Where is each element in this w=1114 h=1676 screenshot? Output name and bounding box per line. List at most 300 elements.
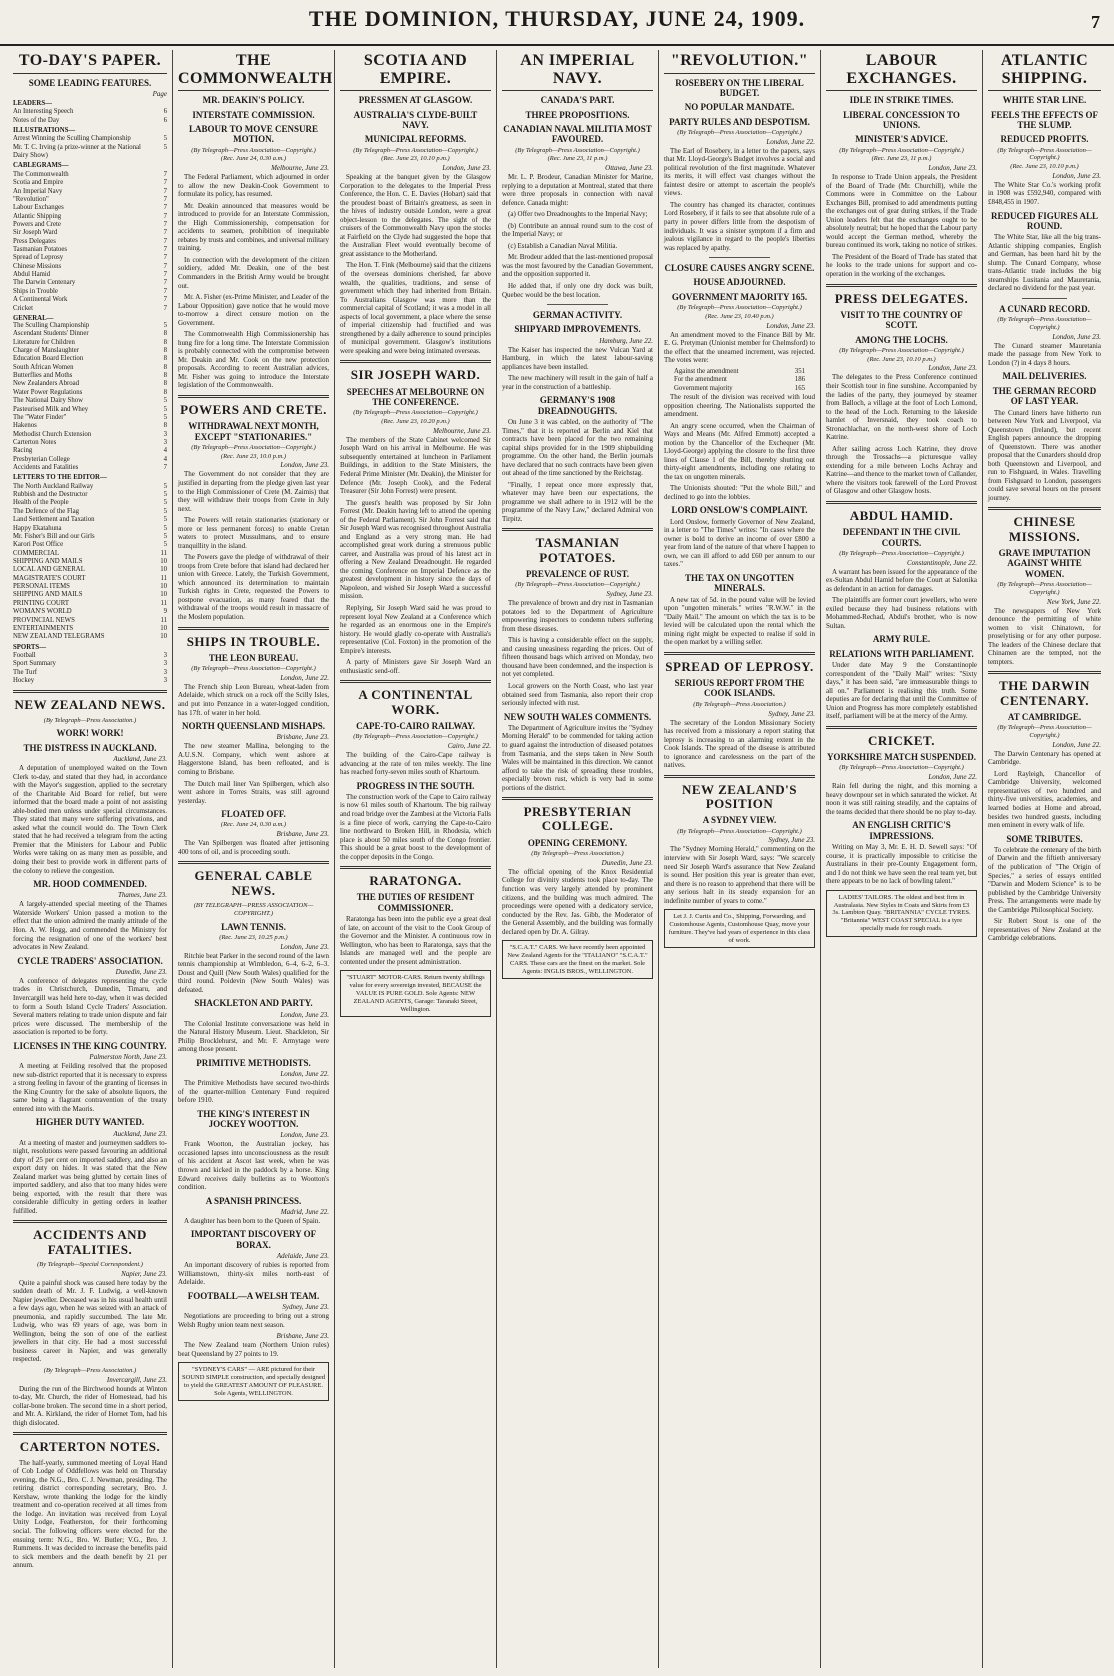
toc-item-label: Literature for Children [13,338,75,346]
revolution-dateline: London, June 22. [766,137,815,146]
toc-item-page [155,127,167,135]
german-body-1: The Kaiser has inspected the new Vulcan Yard at Hamburg, in which the latest labour-saving appliances have been installed. [502,345,653,371]
discovery-sub: IMPORTANT DISCOVERY OF BORAX. [190,1229,317,1250]
toc-item-label: Sir Joseph Ward [13,229,58,237]
toc-item-label: Labour Exchanges [13,204,64,212]
accidents2-dateline: Invercargill, June 23. [106,1375,167,1384]
toc-item [13,330,167,338]
kings-body: Frank Wootton, the Australian jockey, has occasioned lapses into unconsciousness as the result of his accident at Ascot last week, when he was thrown and kicked in the paddock by a horse. King Edward receives daily bulletins as to Wootton's condition. [178,1140,329,1192]
ships-body-2: The new steamer Mallina, belonging to the A.U.S.N. Company, which went ashore at Haggerstone Island, has been refloated, and is coming to Brisbane. [178,742,329,777]
toc-item-page: 10 [160,557,167,565]
toc-item-page: 7 [163,271,167,279]
commonwealth-body-2: Mr. Deakin announced that measures would be introduced to provide for an Interstate Commission, the High Commissionership, compensation for accidents to seamen, prohibition of inequitable rebates by trusts and combines, and universal military training. [178,201,329,253]
vote-value-for: 186 [794,376,805,384]
toc-item [13,144,167,161]
ships-byline: (By Telegraph—Press Association—Copyright.) [191,665,316,673]
distress-body: A deputation of unemployed waited on the Town Clerk to-day, and stated that they had, in accordance with the Mayor's suggestion, applied to the secretary of the Charitable Aid Board for relief, but were informed that the board made a point of not assisting able-bodied men unless under special circumstances. They stated that many were suffering privations, and asked what the council would do. The Town Clerk stated that he had received a telegram from the acting Premier that the Ministers for Labour and Public Works were taking on as many men as possible, and doing their best to provide work in different parts of the colony to relieve the congestion. [13,764,167,875]
toc-item-page: 5 [163,321,167,329]
toc-item-label: PROVINCIAL NEWS [13,616,75,624]
column-4 [497,50,659,1668]
chinese-missions-heading: CHINESE MISSIONS. [1008,514,1081,544]
toc-item [13,221,167,229]
toc-item [13,608,167,616]
toc-item [13,380,167,388]
vote-table [664,368,815,393]
methodists-dateline: London, June 22. [280,1070,329,1079]
tasmanian-body-3: Local growers on the North Coast, who last year obtained seed from Tasmania, also report their crop seriously infected with rust. [502,681,653,708]
toc-item-page [155,474,167,482]
toc-item-page: 8 [163,380,167,388]
toc-item-label: Methodist Church Extension [13,430,92,438]
toc-item-page: 5 [163,516,167,524]
abdul-sub: DEFENDANT IN THE CIVIL COURTS. [842,527,961,548]
advertisement-sydneys-cars: "SYDNEY'S CARS" — ARE pictured for their SOUND SIMPLE construction, and specially designed to yield the GREATEST AMOUNT OF PLEASURE. Sole Agents, WELLINGTON. [178,1362,329,1401]
continental-sub-2: PROGRESS IN THE SOUTH. [356,780,475,791]
toc-item-page: 3 [163,430,167,438]
crete-byline: (By Telegraph—Press Association—Copyright.) [191,443,316,451]
cunard-body: The Cunard steamer Mauretania made the passage from New York to London (?) in 4 days 8 hours. [988,341,1101,367]
column-3 [335,50,497,1668]
toc-item-page: 8 [163,330,167,338]
tennis-dateline: London, June 23. [280,942,329,951]
german-body-4: "Finally, I repeat once more expressly that, whatever may have been our expectations, the programme we shall adhere to in 1912 will be the programme of the Navy Law," declared Admiral von Tirpitz. [502,480,653,523]
columns [8,50,1106,1668]
toc-item-page: 7 [163,179,167,187]
commonwealth-body-4: Mr. A. Fisher (ex-Prime Minister, and Leader of the Labour Opposition) gave notice that he would move to-morrow a direct censure motion on the Government. [178,293,329,327]
continental-dateline: Cairo, June 22. [447,741,491,750]
hood-dateline: Thames, June 23. [118,891,167,900]
tasmanian-sub: PREVALENCE OF RUST. [525,569,630,580]
chinese-body: The newspapers of New York denounce the permitting of white women to visit Chinatown, for proselytising or for any other purpose. The leaders of the Chinese declare that Chinamen are the tempted, not the tempters. [988,606,1101,666]
toc-item-label: Tasmanian Potatoes [13,246,68,254]
toc-general-heading: GENERAL— [13,314,54,322]
navy-option-b: (b) Contribute an annual round sum to the cost of the Imperial Navy; or [502,221,653,239]
press-rec: (Rec. June 23, 10.10 p.m.) [867,355,936,363]
toc-item-label: NEW ZEALAND TELEGRAMS [13,633,105,641]
ships-body-3: The Dutch mail liner Van Spilbergen, which also went ashore in Torres Straits, was still aground yesterday. [178,779,329,805]
crete-body-2: The Powers will retain stationaries (stationary or more or less permanent forces) to enable Cretan waters to protect Mussulmans, and to ensure tranquillity in the island. [178,516,329,550]
licenses-body: A meeting at Feilding resolved that the proposed new sub-district reported that it is necessary to express a strong feeling in favour of the granting of licenses in the King Country for the sake of absolute liquors, the same being a flagrant contravention of the treaty entered into with the Maoris. [13,1062,167,1113]
presbyterian-heading: PRESBYTERIAN COLLEGE. [523,804,632,834]
toc-item-label: Spread of Leprosy [13,254,64,262]
toc-item-label: Chinese Missions [13,262,62,270]
atlantic-sub-2: FEELS THE EFFECTS OF THE SLUMP. [990,109,1099,130]
continental-body-2: The construction work of the Cape to Cairo railway is now 61 miles south of Khartoum. The big railway and road bridge over the Zambesi at the Victoria Falls is a fine piece of work, carrying the Cape-to-Cairo line northward to Broken Hill, in Rhodesia, which place is about 50 miles south of the Congo frontier. This should be a great boost to the development of the copper deposits in the Congo. [340,792,491,861]
critic-heading: AN ENGLISH CRITIC'S IMPRESSIONS. [852,820,951,841]
toc-item-page: 5 [163,135,167,143]
presbyterian-byline: (By Telegraph—Press Association.) [531,850,624,858]
atlantic-byline: (By Telegraph—Press Association—Copyright.) [997,146,1092,162]
toc-item-page: 5 [163,482,167,490]
toc-item-page: 7 [163,296,167,304]
leading-features-heading: SOME LEADING FEATURES. [28,77,152,88]
toc-item [13,238,167,246]
carterton-body: The half-yearly, summoned meeting of Loyal Hand of Cob Lodge of Oddfellows was held on Thursday evening, the N.G., Bro. C. J. Newman, presiding. The retiring district corresponding secretary, Bro. J. Kershaw, wrote thanking the lodge for the kindly treatment and co-operation received at all times from the lodge. An invitation was received from Loyal Unity Lodge, Featherston, for their forthcoming social. The following officers were elected for the ensuing term: N.G., Bro. W. Butler; V.G., Bro. J. Rummens. It was decided to increase the benefits paid to sick members and the death benefit by 21 per annum. [13,1458,167,1570]
toc-item [13,271,167,279]
princess-sub: A SPANISH PRINCESS. [205,1195,302,1206]
kings-sub: THE KING'S INTEREST IN JOCKEY WOOTTON. [197,1108,310,1130]
toc-item-page: 7 [163,246,167,254]
toc-item-page: 7 [163,220,167,228]
tasmanian-body-4: The Department of Agriculture invites the "Sydney Morning Herald" to be commended for taking action to guard against the introduction of diseased potatoes from Tasmania, and the steps taken in New South Wales will be maintained in this direction. We cannot afford to take the risk of spreading these troubles, especially brown rust, which is very bad in some portions of the district. [502,723,653,792]
toc-item-page: 11 [160,549,167,557]
toc-item-page: 8 [163,422,167,430]
toc-item-label: The Sculling Championship [13,321,90,329]
cricket-dateline: London, June 22. [928,773,977,782]
tennis-rec: (Rec. June 23, 10.25 p.m.) [219,933,288,941]
labour-exchanges-heading: LABOUR EXCHANGES. [826,52,977,91]
advertisement-scat-cars: "S.C.A.T." CARS. We have recently been appointed New Zealand Agents for the "ITALIANO" "S.C.A.T." CARS. These cars are the finest on the market. Sole Agents: INGLIS BROS., WELLINGTON. [502,940,653,979]
toc-item-label: SHIPPING AND MAILS [13,557,83,565]
press-sub-2: AMONG THE LOCHS. [855,334,948,345]
toc-item-page: 10 [160,566,167,574]
navy-dateline: Ottawa, June 23. [605,164,653,173]
toc-item-page: 3 [163,438,167,446]
toc-item-label: WOMAN'S WORLD [13,608,72,616]
princess-dateline: Madrid, June 22. [280,1207,329,1216]
ward-body-2: The guest's health was proposed by Sir John Forrest (Mr. Deakin having left to attend the opening of the Federal Parliament). Sir John Forrest said that Sir Joseph Ward was recognised throughout Australia and England as a very strong man. He had accomplished great work during a strenuous public career, and Australia was proud of his latest act in offering a New Zealand Dreadnought. He regarded the coming Conference on Imperial Defence as the greatest development in history since the days of Napoleon, and wished Sir Joseph Ward a successful mission. [340,498,491,601]
crete-sub: WITHDRAWAL NEXT MONTH, EXCEPT "STATIONARIES." [188,421,319,442]
scotia-body-2: The Hon. T. Fink (Melbourne) said that the citizens of the overseas dominions cherished, far above wealth, the qualities, traditions, and sense of government which they had inherited from Britain. To Australians Glasgow was more than the commercial capital of Scotland; it was a model in all aspects of local government, a place where the sense of imperial citizenship had fructified and was strengthened by a daily adherence to sound principles of municipal government. Glasgow's institutions were speaking and were being intimated overseas. [340,261,491,355]
presbyterian-body: The official opening of the Knox Residential College for divinity students took place to-day. The function was very largely attended by prominent citizens, and the building was much admired. The proceedings were opened with a dedicatory service, conducted by the Rev. Jas. Gibb, the Moderator of the General Assembly, and the building was formally declared open by Dr. A. Gilray. [502,867,653,936]
toc-item-page: 8 [163,338,167,346]
toc-item [13,431,167,439]
closure-dateline: London, June 23. [766,321,815,330]
toc-item-label: Accidents and Fatalities [13,464,79,472]
toc-item [13,364,167,372]
crete-dateline: London, June 23. [280,461,329,470]
toc-item-page: 7 [163,254,167,262]
scotia-byline: (By Telegraph—Press Association—Copyright.) [353,146,478,154]
toc-item-label: PERSONAL ITEMS [13,583,70,591]
toc-item-label: Arrest Winning the Sculling Championship [13,135,131,143]
accidents-byline: (By Telegraph—Special Correspondent.) [37,1260,143,1268]
chinese-byline: (By Telegraph—Press Association—Copyright.) [997,580,1092,596]
toc-item [13,491,167,499]
navy-rec: (Rec. June 23, 11 p.m.) [547,155,608,163]
press-dateline: London, June 23. [928,364,977,373]
labour-censure-heading: LABOUR TO MOVE CENSURE MOTION. [189,123,318,145]
toc-item [13,464,167,472]
closure-sub: HOUSE ADJOURNED. [693,277,786,288]
labour-rec: (Rec. June 23, 11 p.m.) [871,155,932,163]
discovery-dateline: Adelaide, June 23. [276,1252,329,1261]
german-heading: GERMAN ACTIVITY. [532,310,623,321]
cable-heading: GENERAL CABLE NEWS. [194,868,313,898]
atlantic-sub: WHITE STAR LINE. [1002,95,1087,106]
toc-item-label: The North Auckland Railway [13,482,94,490]
leprosy-sub: SERIOUS REPORT FROM THE COOK ISLANDS. [674,678,805,699]
toc-item [13,474,167,482]
leprosy-byline: (By Telegraph—Press Association.) [693,700,786,708]
scotia-heading: SCOTIA AND EMPIRE. [340,52,491,91]
toc-item-page [155,100,167,108]
press-sub: VISIT TO THE COUNTRY OF SCOTT. [840,309,963,331]
darwin-centenary-heading: THE DARWIN CENTENARY. [999,678,1090,708]
commonwealth-byline: (By Telegraph—Press Association—Copyright.) [191,146,316,154]
toc-item [13,550,167,558]
toc-item-page: 7 [163,262,167,270]
football-sub: FOOTBALL—A WELSH TEAM. [187,1290,320,1301]
onslow-heading: LORD ONSLOW'S COMPLAINT. [671,505,808,516]
toc-item-label: Ships in Trouble [13,287,58,295]
leprosy-body: The secretary of the London Missionary Society has received from a missionary a report stating that leprosy is increasing to an alarming extent in the Cook Islands. The spread of the disease is attributed to ignorance and carelessness on the part of the natives. [664,718,815,770]
toc-item [13,389,167,397]
navy-body-3: He added that, if only one dry dock was built, Quebec would be the best location. [502,282,653,299]
commonwealth-dateline: Melbourne, June 23. [271,164,329,173]
chinese-dateline: New York, June 22. [1047,597,1101,606]
toc-item [13,617,167,625]
continental-body-1: The building of the Cairo-Cape railway is advancing at the rate of ten miles weekly. The line has reached forty-seven miles south of Khartoum. [340,750,491,777]
toc-item-page: 5 [163,405,167,413]
ships-rec-3: (Rec. June 24, 0.30 a.m.) [220,821,287,829]
toc-item-page: 5 [163,524,167,532]
toc-item-page: 8 [163,355,167,363]
german-body-2: The new machinery will result in the gain of half a year in the construction of a battleship. [502,374,653,391]
toc-item [13,100,167,108]
darwin-sub: AT CAMBRIDGE. [1007,711,1082,722]
toc-item-page: 10 [160,633,167,641]
advertisement-ladies-tailors: LADIES' TAILORS. The oldest and best firm in Australasia. New Styles in Coats and Skirts from £3 3s. Lambton Quay. "BRITANNIA" CYCLE TYRES. "Britannia" WEST COAST SPECIAL is a tyre specially made for rough roads. [826,890,977,937]
toc-item [13,135,167,143]
cunard-byline: (By Telegraph—Press Association—Copyright.) [997,316,1092,332]
nz-position-dateline: Sydney, June 23. [768,836,815,845]
abdul-body-1: A warrant has been issued for the appearance of the ex-Sultan Abdul Hamid before the Court at Salonika as defendant in an action for damages. [826,567,977,593]
toc-item-label: PRINTING COURT [13,599,70,607]
closure-body-4: The Unionists shouted: "Put the whole Bill," and declined to go into the lobbies. [664,484,815,501]
mail-sub: THE GERMAN RECORD OF LAST YEAR. [992,385,1097,407]
toc-item-page: 5 [163,397,167,405]
toc-item-page: 3 [163,677,167,685]
toc-item [13,591,167,599]
scotia-sub-2: AUSTRALIA'S CLYDE-BUILT NAVY. [353,109,478,130]
atlantic-shipping-heading: ATLANTIC SHIPPING. [988,52,1101,91]
toc-item [13,533,167,541]
cycle-dateline: Dunedin, June 23. [115,967,167,976]
shackleton-dateline: London, June 23. [280,1010,329,1019]
press-byline: (By Telegraph—Press Association—Copyright.) [839,346,964,354]
toc-item-page: 8 [163,347,167,354]
toc-item [13,288,167,296]
toc-item [13,516,167,524]
toc-item-page: 5 [163,143,167,151]
ships-body-4: The Van Spilbergen was floated after jettisoning 400 tons of oil, and is proceeding south. [178,839,329,856]
vote-row-for [674,376,805,384]
toc-item-label: Hockey [13,677,35,685]
toc-item-label: Education Board Election [13,355,84,363]
raratonga-heading: RARATONGA. [369,873,462,889]
toc-item-label: Cricket [13,304,34,312]
mail-body: The Cunard liners have hitherto run between New York and Liverpool, via Queenstown (Ireland), but recent English papers announce the dropping of Queenstown. There was another proposal that the Cunarders should drop both Queenstown and Liverpool, and run to Fishguard, in Wales. Travelling from Fishguard to London, passengers could save several hours on the present journey. [988,408,1101,502]
toc-item [13,372,167,380]
critic-body: Writing on May 3, Mr. E. H. D. Sewell says: "Of course, it is practically impossible to criticise the Australians in their pre-County Engagement form, and I do not think we have seen the real team yet, but there appears to be no lack of bowling talent." [826,843,977,886]
toc-item [13,347,167,355]
commonwealth-body-1: The Federal Parliament, which adjourned in order to allow the new Deakin-Cook Government to formulate its policy, has resumed. [178,173,329,199]
navy-body-2: Mr. Brodeur added that the last-mentioned proposal was the most favoured by the Canadian Government, and the opposition supported it. [502,253,653,279]
toc-item-label: Mr. Fisher's Bill and our Girls [13,532,95,540]
vote-row-majority [674,385,805,393]
toc-item-label: SPORTS— [13,643,46,651]
toc-item-label: Scotia and Empire [13,179,64,187]
army-sub: ARMY RULE. [872,634,931,645]
toc-item-label: The Turf [13,668,37,676]
toc-item [13,677,167,685]
policy-heading: MR. DEAKIN'S POLICY. [202,95,305,106]
toc-item-label: Rubbish and the Destructor [13,491,88,499]
minerals-heading: THE TAX ON UNGOTTEN MINERALS. [685,572,794,594]
advertisement-stuart-motor-cars: "STUART" MOTOR-CARS. Return twenty shillings value for every sovereign invested, BECAUSE the VALUE IS PURE GOLD. Sole Agents: NEW ZEALAND AGENTS, Garage: Taranaki Street, Wellington. [340,970,491,1017]
treaty-dateline: Brisbane, June 23. [276,1332,329,1341]
toc-item [13,633,167,641]
nz-position-byline: (By Telegraph—Press Association—Copyright.) [677,827,802,835]
army-sub-2: RELATIONS WITH PARLIAMENT. [829,648,974,659]
football-dateline: Sydney, June 23. [282,1303,329,1312]
toc-item-label: Presbyterian College [13,455,70,463]
toc-item-page: 11 [160,599,167,607]
scotia-sub-3: MUNICIPAL REFORMS. [364,134,467,145]
nz-position-heading: NEW ZEALAND'S POSITION [682,781,797,812]
toc-item-label: The "Water Finder" [13,413,67,421]
toc-item-label: "Revolution" [13,195,49,203]
labour-sub-2: LIBERAL CONCESSION TO UNIONS. [843,109,960,130]
discovery-body: An important discovery of rubies is reported from Williamstown, thirty-six miles north-east of Adelaide. [178,1261,329,1287]
revolution-byline: (By Telegraph—Press Association—Copyright.) [677,128,802,136]
methodists-sub: PRIMITIVE METHODISTS. [196,1057,311,1068]
column-7 [983,50,1106,1668]
abdul-body-2: The plaintiffs are former court jewellers, who were exiled because they had business relations with Mohammed-Rechad, Abdul's brother, who is now Sultan. [826,596,977,630]
toc-item [13,196,167,204]
toc-item-label: CABLEGRAMS— [13,162,69,170]
toc-item-page: 7 [163,204,167,212]
toc-item-label: ENTERTAINMENTS [13,624,74,632]
tennis-sub: LAWN TENNIS. [221,921,286,932]
work-heading: WORK! WORK! [56,728,124,739]
toc-item-page [155,644,167,652]
crete-heading: POWERS AND CRETE. [180,401,327,417]
tributes-body: To celebrate the centenary of the birth of Darwin and the fiftieth anniversary of the publication of "The Origin of Species," a series of essays entitled "Darwin and Modern Science" is to be published by the Cambridge University Press. The arrangements were made by the Cambridge Philosophical Society. [988,845,1101,914]
toc-item-page: 11 [160,574,167,582]
toc-item-page: 11 [160,616,167,624]
toc-item-label: Sport Summary [13,660,56,668]
licenses-dateline: Palmerston North, June 23. [89,1053,167,1061]
toc-item-page: 5 [163,507,167,515]
vote-label-for: For the amendment [674,376,727,384]
toc-item-label: LETTERS TO THE EDITOR— [13,474,107,482]
vote-label-against: Against the amendment [674,367,739,375]
toc-item [13,305,167,313]
revolution-sub-2: NO POPULAR MANDATE. [684,102,795,113]
toc-item-page: 6 [163,108,167,116]
scotia-rec: (Rec. June 23, 10.10 p.m.) [381,155,450,163]
toc-item [13,179,167,187]
todays-paper-heading: TO-DAY'S PAPER. [13,52,167,74]
toc-item-label: ILLUSTRATIONS— [13,127,76,135]
toc-item-page: 7 [163,229,167,237]
toc-item [13,296,167,304]
toc-item-page: 7 [163,287,167,295]
mail-heading: MAIL DELIVERIES. [1002,371,1087,382]
cricket-heading: CRICKET. [868,732,935,748]
toc-item-label: Butterflies and Moths [13,372,73,380]
toc-item-label: The National Dairy Show [13,397,84,405]
accidents2-body: During the run of the Birchwood hounds at Winton to-day, Mr. Church, the rider of Homestead, had his collar-bone broken. The second time in a short period, and Mr. A. Kirkland, the rider of Hornet Tom, had his thigh dislocated. [13,1384,167,1427]
abdul-byline: (By Telegraph—Press Association—Copyright.) [839,549,964,557]
methodists-body: The Primitive Methodists have secured two-thirds of the quarter-million Centenary Fund required before 1910. [178,1079,329,1105]
navy-sub-3: CANADIAN NAVAL MILITIA MOST FAVOURED. [503,123,652,145]
toc-item-label: New Zealanders Abroad [13,380,80,388]
tasmanian-body-2: This is having a considerable effect on the supply, and causing uneasiness regarding the prices. Out of fifteen thousand bags which arrived on Monday, two thousand have been condemned, and the inspection is not yet completed. [502,636,653,679]
atlantic-dateline: London, June 23. [1052,171,1101,180]
toc-item-label: Health of the People [13,499,69,507]
toc-item-label: A Continental Work [13,296,68,304]
toc-item [13,447,167,455]
masthead [0,0,1114,46]
toc-item-label: MAGISTRATE'S COURT [13,574,86,582]
ships-dateline-1: London, June 22. [280,673,329,682]
labour-sub: IDLE IN STRIKE TIMES. [849,95,954,106]
toc-item-page: 8 [163,372,167,380]
toc-item-page: 9 [163,608,167,616]
chinese-sub: GRAVE IMPUTATION AGAINST WHITE WOMEN. [998,547,1091,579]
cable-byline: (BY TELEGRAPH—PRESS ASSOCIATION—COPYRIGHT.) [193,901,314,917]
accidents-dateline: Napier, June 23. [121,1269,167,1278]
darwin-body-1: The Darwin Centenary has opened at Cambridge. [988,749,1101,767]
raratonga-sub: THE DUTIES OF RESIDENT COMMISSIONER. [356,892,475,913]
shackleton-body: The Colonial Institute conversazione was held in the Natural History Museum. Lieut. Shackleton, Sir Philip Brocklehurst, and Mr. F. Armytage were among those present. [178,1019,329,1054]
wanted-dateline: Auckland, June 23. [113,1129,167,1138]
toc-item [13,127,167,135]
page-number: 7 [1091,12,1100,32]
closure-heading: CLOSURE CAUSES ANGRY SCENE. [664,263,815,274]
toc-item-label: Happy Ekatahuna [13,524,62,532]
toc-item-label: Press Delegates [13,237,56,245]
toc-item [13,652,167,660]
toc-item-page: 7 [163,195,167,203]
vote-row-against [674,368,805,376]
darwin-body-2: Lord Rayleigh, Chancellor of Cambridge University, welcomed representatives of two hundred and thirty-five universities, academies, and learned bodies at Home and abroad, besides two hundred guests, including men eminent in every walk of life. [988,769,1101,830]
column-1 [8,50,173,1668]
toc-item [13,117,167,125]
presbyterian-sub: OPENING CEREMONY. [527,837,628,848]
german-sub: SHIPYARD IMPROVEMENTS. [514,324,641,335]
german-dateline: Hamburg, June 22. [599,336,653,345]
toc-item-page: 7 [163,279,167,287]
cricket-sub: YORKSHIRE MATCH SUSPENDED. [826,752,977,763]
ward-rec: (Rec. June 23, 10.20 p.m.) [381,418,450,426]
toc-item-page: 7 [163,170,167,178]
toc-item-label: An Interesting Speech [13,108,74,116]
toc-item-page: 5 [163,541,167,549]
column-5 [659,50,821,1668]
toc-item [13,583,167,591]
revolution-body-2: The country has changed its character, continues Lord Rosebery, if it fails to see that absolute rule of a party in power differs little from the despotism of individuals. It was a sinister symptom if a firm and jealous vigilance in regard to the people's liberties was replaced by apathy. [664,200,815,252]
toc-item [13,541,167,549]
navy-sub: CANADA'S PART. [540,95,615,106]
ward-heading: SIR JOSEPH WARD. [350,367,481,383]
toc-item [13,162,167,170]
toc-item [13,669,167,677]
toc-item [13,204,167,212]
toc-item [13,558,167,566]
toc-item [13,188,167,196]
closure-body-3: An angry scene occurred, when the Chairman of Ways and Means (Mr. Alfred Emmott) accepted a motion by the Chancellor of the Exchequer (Mr. Lloyd-George) applying the closure to the first three lines of Clause 1 of the Bill, thereby shutting out thirty-eight amendments, including one relating to the tax on ungotten minerals. [664,421,815,481]
crete-body-3: The Powers gave the pledge of withdrawal of their troops from Crete before that island had declared her union with Greece. Lately, the Turkish Government, which announced its determination to maintain Turkish rights in Crete, requested the Powers to postpone evacuation, as many feared that the withdrawal of the troops would result in massacre of the Moslem population. [178,553,329,621]
toc-item-label: Racing [13,447,33,455]
continental-sub: CAPE-TO-CAIRO RAILWAY. [356,720,475,731]
tennis-body: Ritchie beat Parker in the second round of the lawn tennis championship at Wimbledon, 6–4, 6–2, 6–3. Doust and Quill (New South Wales) qualified for the third round. Poidevin (New South Wales) was defeated. [178,951,329,994]
labour-body-1: In response to Trade Union appeals, the President of the Board of Trade (Mr. Churchill), while the Commons were in Committee on the Labour Exchanges Bill, promised to add amendments putting the exchanges out of gear during strikes, if the Trade Union leaders felt that the exchanges ought to be absolutely neutral; but he hoped that the Labour party would accept the German method, whereby the bureau continued its work, taking no notice of strikes. [826,173,977,250]
toc-item-label: Hakenos [13,422,37,430]
